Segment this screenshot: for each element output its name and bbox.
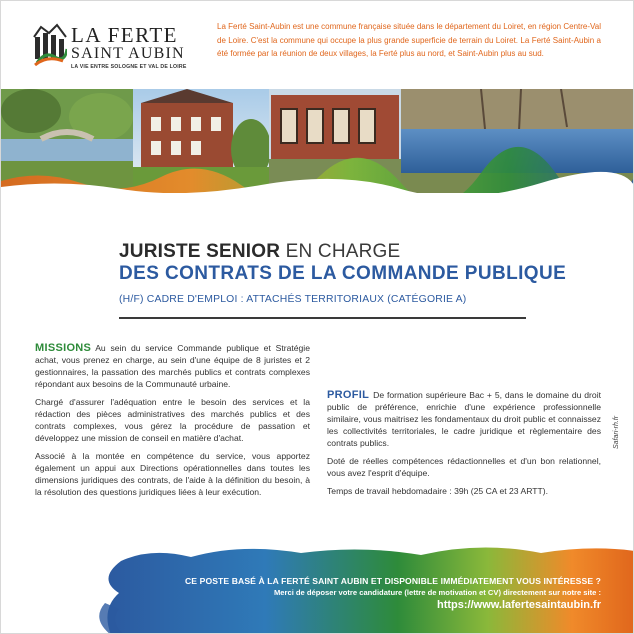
missions-paragraph-1 (35, 342, 310, 390)
photo-banner (1, 89, 634, 193)
job-title-line-2: DES CONTRATS DE LA COMMANDE PUBLIQUE (119, 263, 567, 284)
profile-paragraph-3: Temps de travail hebdomadaire : 39h (25 CA et 23 ARTT). (327, 486, 549, 496)
missions-paragraph-2: Chargé d'assurer l'adéquation entre le besoin des services et la rédaction des pièces administratives des marchés publics et des contrats complexes, vous gérez la procédure de passation et développez une mission de conseil en matière d'achat. (35, 397, 310, 443)
publisher-credit: Safari-rh.fr (613, 415, 620, 449)
logo-title: LA FERTE (71, 23, 178, 47)
missions-column (35, 342, 310, 498)
missions-heading: MISSIONS (35, 342, 92, 354)
profile-column (327, 342, 601, 503)
logo-tagline: LA VIE ENTRE SOLOGNE ET VAL DE LOIRE (71, 64, 187, 70)
profile-text-1: De formation supérieure Bac + 5, dans le domaine du droit public de préférence, enrichie d'une expérience professionnelle similaire, vous maitrisez les fondamentaux du droit public et connaissez les collectivités territoriales, le cadre juridique et règlementaire des contrats publics. (327, 390, 601, 448)
profile-heading: PROFIL (327, 389, 370, 401)
job-title-bold: JURISTE SENIOR (119, 241, 281, 262)
website-link[interactable]: https://www.lafertesaintaubin.fr (437, 599, 601, 611)
logo-subtitle: SAINT AUBIN (71, 45, 185, 62)
missions-text-1: Au sein du service Commande publique et Stratégie achat, vous prenez en charge, au sein d'une équipe de 8 juristes et 2 gestionnaires, la passation des marchés publics et contrats complexes répondant aux besoins de la Communauté urbaine. (35, 343, 310, 389)
footer-apply-instructions: Merci de déposer votre candidature (lettre de motivation et CV) directement sur notre site : (273, 588, 601, 597)
profile-paragraph-2: Doté de réelles compétences rédactionnelles et d'un bon relationnel, vous avez l'esprit d'équipe. (327, 456, 601, 478)
town-introduction: La Ferté Saint-Aubin est une commune française située dans le département du Loiret, en région Centre-Val de Loire. C'est la commune qui occupe la plus grande superficie de terrain du Loiret. La Ferté Saint-Aubin a été formée par la réunion de deux villages, la Ferté plus au nord, et Saint-Aubin plus au sud. (217, 22, 601, 59)
job-title-line-1 (119, 241, 400, 263)
job-title-rest: EN CHARGE (280, 241, 401, 262)
town-logo (29, 19, 199, 71)
footer-call-to-action (185, 576, 601, 611)
castle-emblem-icon (33, 23, 67, 67)
missions-paragraph-3: Associé à la montée en compétence du service, vous apportez également un appui aux Directions opérationnelles dans toutes les dimensions juridiques des contrats, de l'aide à la définition du besoin, à la résolution des questions juridiques liées à leur exécution. (35, 451, 310, 497)
profile-paragraph-1 (327, 389, 601, 449)
footer-question: CE POSTE BASÉ À LA FERTÉ SAINT AUBIN ET DISPONIBLE IMMÉDIATEMENT VOUS INTÉRESSE ? (184, 576, 601, 586)
title-divider (119, 317, 526, 319)
job-grade: (H/F) CADRE D'EMPLOI : ATTACHÉS TERRITORIAUX (CATÉGORIE A) (119, 294, 467, 305)
